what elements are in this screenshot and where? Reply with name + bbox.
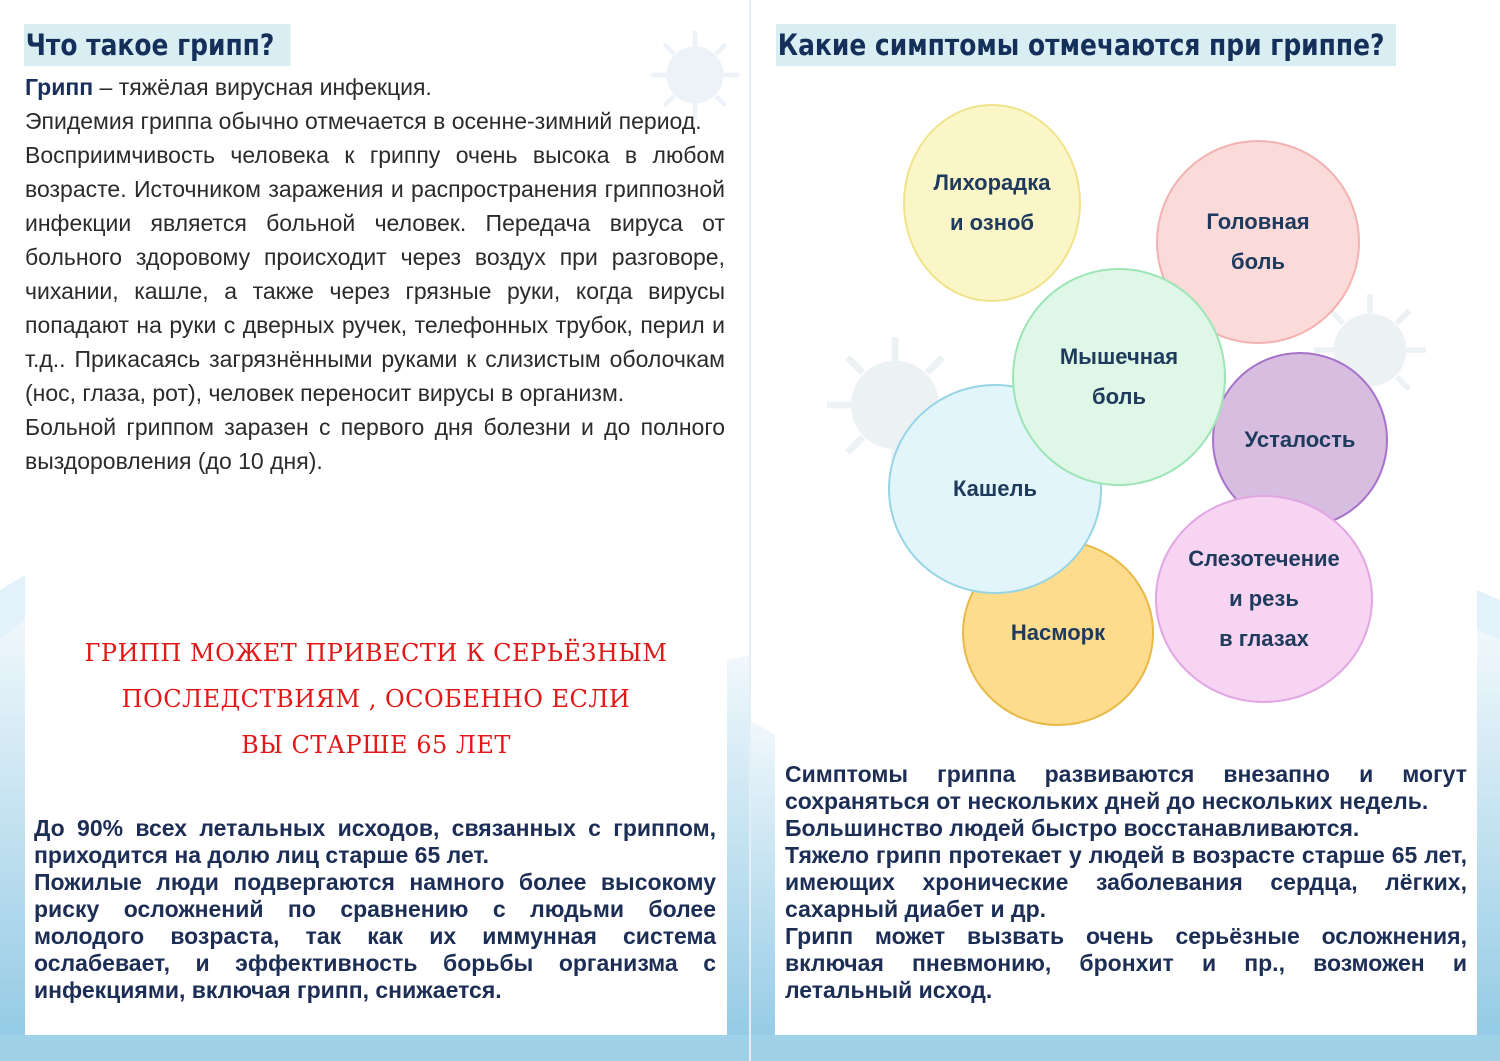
warning-line: ГРИПП МОЖЕТ ПРИВЕСТИ К СЕРЬЁЗНЫМ — [84, 639, 668, 667]
intro-definition — [25, 70, 725, 104]
intro-definition-rest: – тяжёлая вирусная инфекция. — [93, 74, 432, 100]
page-divider — [749, 0, 751, 1061]
symptom-muscle — [1012, 268, 1226, 486]
symptom-cough-label: Кашель — [952, 476, 1037, 501]
warning-line: ПОСЛЕДСТВИЯМ , ОСОБЕННО ЕСЛИ — [121, 685, 631, 713]
symptoms-course-text — [785, 761, 1467, 1004]
symptom-fatigue-label: Усталость — [1244, 427, 1356, 452]
intro-text — [25, 70, 725, 478]
right-heading: Какие симптомы отмечаются при гриппе? — [776, 24, 1396, 66]
intro-paragraph: Эпидемия гриппа обычно отмечается в осенне-зимний период. — [25, 108, 702, 134]
warning-text — [25, 630, 727, 768]
symptom-fever-label: Лихорадка и озноб — [933, 170, 1051, 235]
symptom-runny-nose-label: Насморк — [1010, 620, 1106, 645]
warning-line: ВЫ СТАРШЕ 65 ЛЕТ — [241, 731, 511, 759]
left-heading: Что такое грипп? — [24, 24, 291, 66]
symptom-fever — [903, 104, 1081, 302]
risk-paragraph: До 90% всех летальных исходов, связанных с гриппом, приходится на долю лиц старше 65 лет. — [34, 815, 716, 868]
symptom-headache-label: Головная боль — [1206, 209, 1310, 274]
symptom-tears-label: Слезотечение и резь в глазах — [1188, 546, 1340, 651]
intro-paragraph: Больной гриппом заразен с первого дня болезни и до полного выздоровления (до 10 дня). — [25, 414, 725, 474]
elderly-risk-text — [34, 815, 716, 1004]
symptom-tears — [1155, 495, 1373, 703]
risk-paragraph: Пожилые люди подвергаются намного более высокому риску осложнений по сравнению с людьми более молодого возраста, так как их иммунная система ослабевает, и эффективность борьбы организма с инфекциями, включая грипп, снижается. — [34, 869, 716, 1003]
intro-paragraph: Восприимчивость человека к гриппу очень высока в любом возрасте. Источником заражения и распространения гриппозной инфекции является больной человек. Передача вируса от больного здоровому происходит через воздух при разговоре, чихании, кашле, а также через грязные руки, когда вирусы попадают на руки с дверных ручек, телефонных трубок, перил и т.д.. Прикасаясь загрязнёнными руками к слизистым оболочкам (нос, глаза, рот), человек переносит вирусы в организм. — [25, 142, 725, 406]
course-paragraph: Тяжело грипп протекает у людей в возрасте старше 65 лет, имеющих хронические заболевания сердца, лёгких, сахарный диабет и др. — [785, 842, 1467, 922]
course-paragraph: Симптомы гриппа развиваются внезапно и могут сохраняться от нескольких дней до нескольких недель. — [785, 761, 1467, 814]
symptom-muscle-label: Мышечная боль — [1059, 344, 1179, 409]
course-paragraph: Грипп может вызвать очень серьёзные осложнения, включая пневмонию, бронхит и пр., возможен и летальный исход. — [785, 923, 1467, 1003]
intro-term: Грипп — [25, 74, 94, 100]
course-paragraph: Большинство людей быстро восстанавливаются. — [785, 815, 1360, 841]
